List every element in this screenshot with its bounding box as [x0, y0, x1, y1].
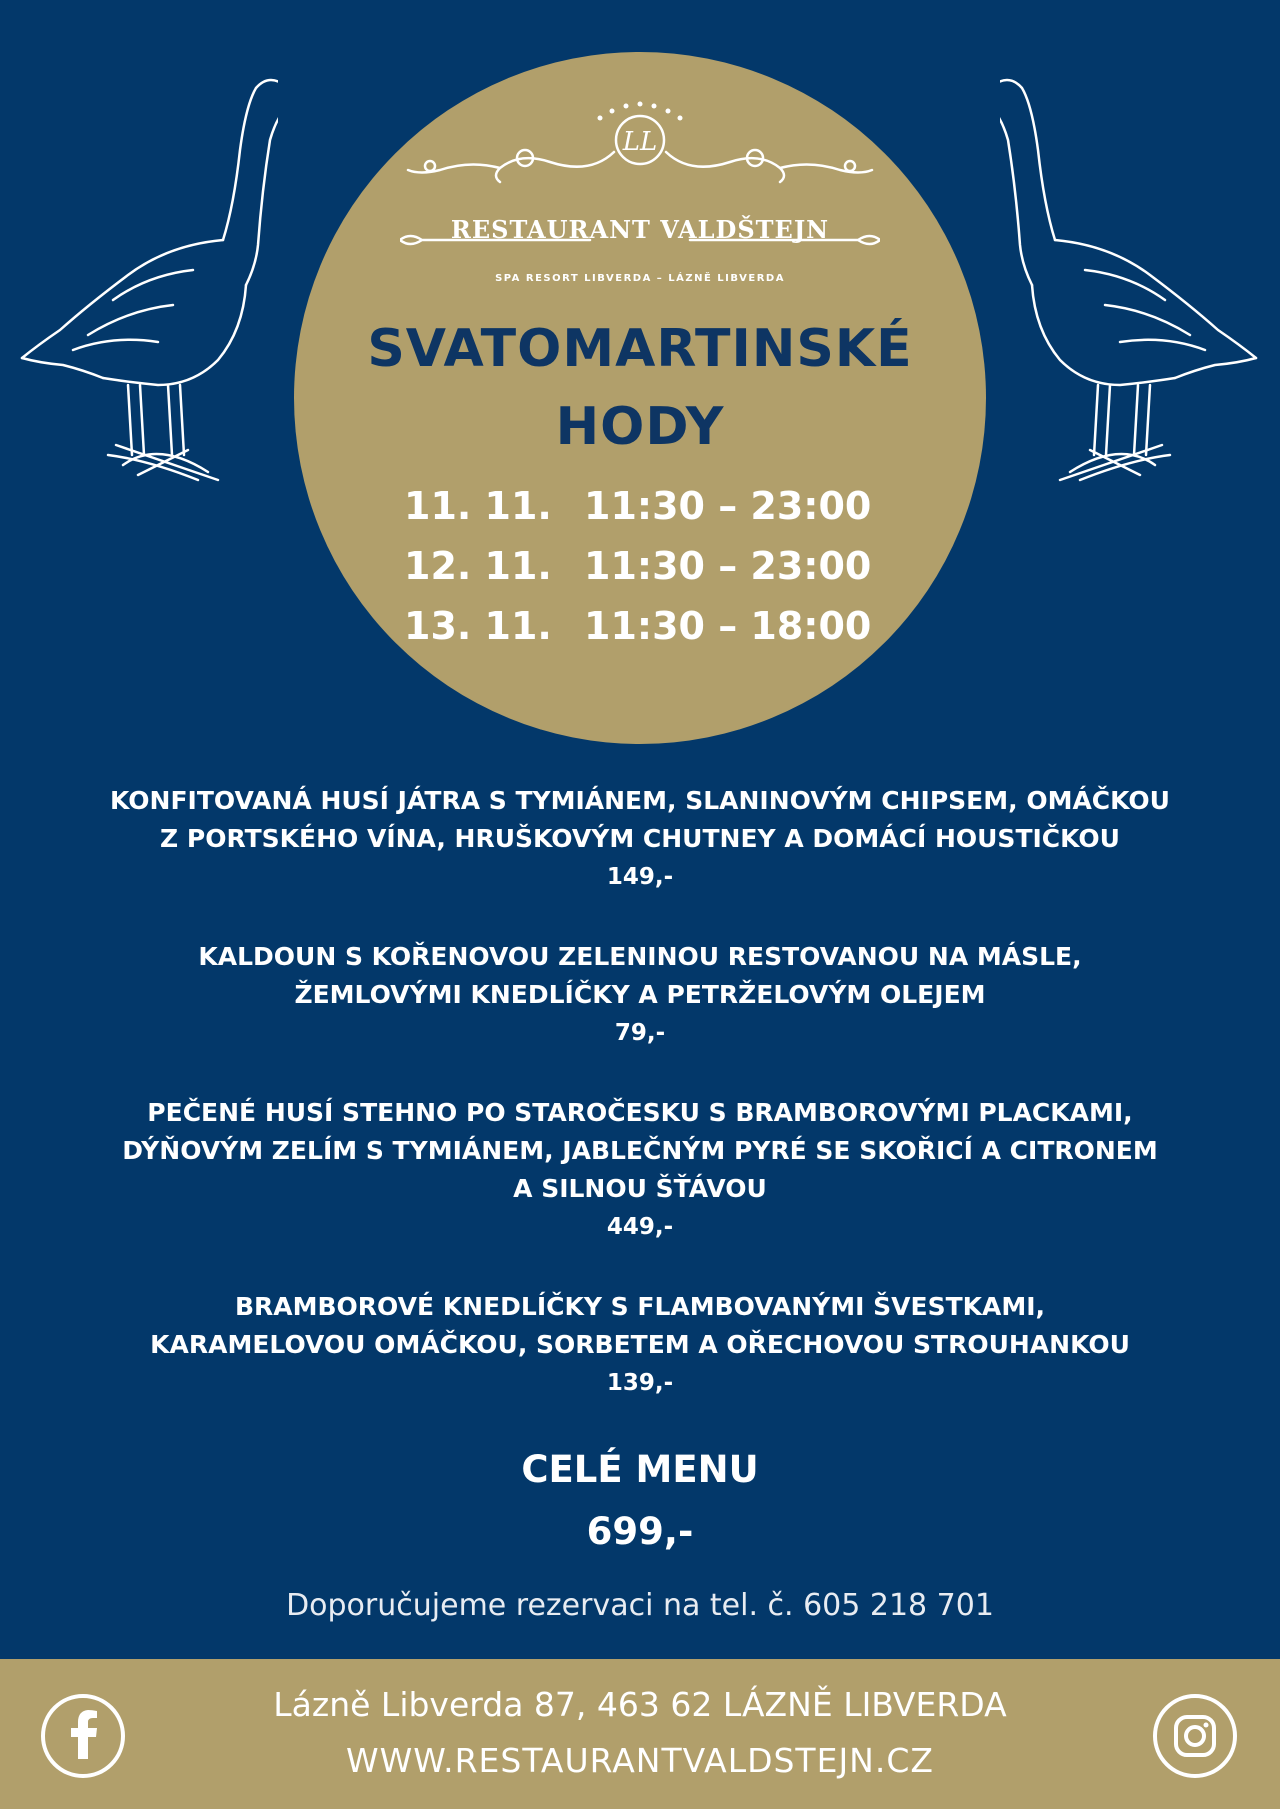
full-menu-label: CELÉ MENU [521, 1448, 759, 1491]
event-title-line-2: HODY [555, 397, 725, 457]
menu-item-price: 79,- [614, 1020, 666, 1046]
menu-item-line: KALDOUN S KOŘENOVOU ZELENINOU RESTOVANOU NA MÁSLE, [198, 942, 1082, 971]
menu-item-line: ŽEMLOVÝMI KNEDLÍČKY A PETRŽELOVÝM OLEJEM [294, 980, 986, 1009]
event-dates [404, 484, 904, 664]
date-row [404, 484, 904, 544]
logo-monogram: LL [622, 127, 658, 157]
menu-item [40, 1094, 1240, 1246]
menu-list [40, 782, 1240, 1444]
footer-website-link[interactable]: WWW.RESTAURANTVALDSTEJN.CZ [346, 1741, 934, 1780]
event-title [294, 310, 986, 466]
date-time: 11:30 – 23:00 [584, 484, 872, 528]
menu-item-line: PEČENÉ HUSÍ STEHNO PO STAROČESKU S BRAMBOROVÝMI PLACKAMI, [147, 1098, 1133, 1127]
menu-item-price: 139,- [606, 1370, 674, 1396]
event-title-line-1: SVATOMARTINSKÉ [367, 319, 913, 379]
full-menu-price: 699,- [586, 1510, 694, 1553]
date-day: 11. 11. [404, 484, 552, 528]
menu-item-line: Z PORTSKÉHO VÍNA, HRUŠKOVÝM CHUTNEY A DOMÁCÍ HOUSTIČKOU [160, 824, 1120, 853]
footer-bar [0, 1659, 1280, 1809]
menu-item-line: A SILNOU ŠŤÁVOU [513, 1174, 767, 1203]
restaurant-name: RESTAURANT VALDŠTEJN [450, 215, 830, 244]
footer-address: Lázně Libverda 87, 463 62 LÁZNĚ LIBVERDA [273, 1685, 1007, 1724]
date-row [404, 604, 904, 664]
date-day: 13. 11. [404, 604, 552, 648]
date-time: 11:30 – 18:00 [584, 604, 872, 648]
menu-item-price: 149,- [606, 864, 674, 890]
menu-item-line: KONFITOVANÁ HUSÍ JÁTRA S TYMIÁNEM, SLANINOVÝM CHIPSEM, OMÁČKOU [110, 786, 1170, 815]
menu-item-line: KARAMELOVOU OMÁČKOU, SORBETEM A OŘECHOVOU STROUHANKOU [150, 1330, 1130, 1359]
menu-item-line: DÝŇOVÝM ZELÍM S TYMIÁNEM, JABLEČNÝM PYRÉ SE SKOŘICÍ A CITRONEM [122, 1136, 1158, 1165]
logo-dots [598, 102, 683, 121]
menu-item [40, 782, 1240, 896]
goose-illustration-left [18, 60, 278, 520]
date-row [404, 544, 904, 604]
date-day: 12. 11. [404, 544, 552, 588]
menu-item [40, 938, 1240, 1052]
goose-illustration-right [1000, 60, 1260, 520]
menu-item-price: 449,- [606, 1214, 674, 1240]
restaurant-logo [400, 100, 880, 300]
instagram-icon[interactable] [1152, 1693, 1238, 1779]
menu-item [40, 1288, 1240, 1402]
menu-item-line: BRAMBOROVÉ KNEDLÍČKY S FLAMBOVANÝMI ŠVESTKAMI, [234, 1292, 1046, 1321]
date-time: 11:30 – 23:00 [584, 544, 872, 588]
restaurant-tagline: SPA RESORT LIBVERDA – LÁZNĚ LIBVERDA [495, 273, 785, 284]
reservation-note: Doporučujeme rezervaci na tel. č. 605 218 701 [286, 1588, 994, 1623]
